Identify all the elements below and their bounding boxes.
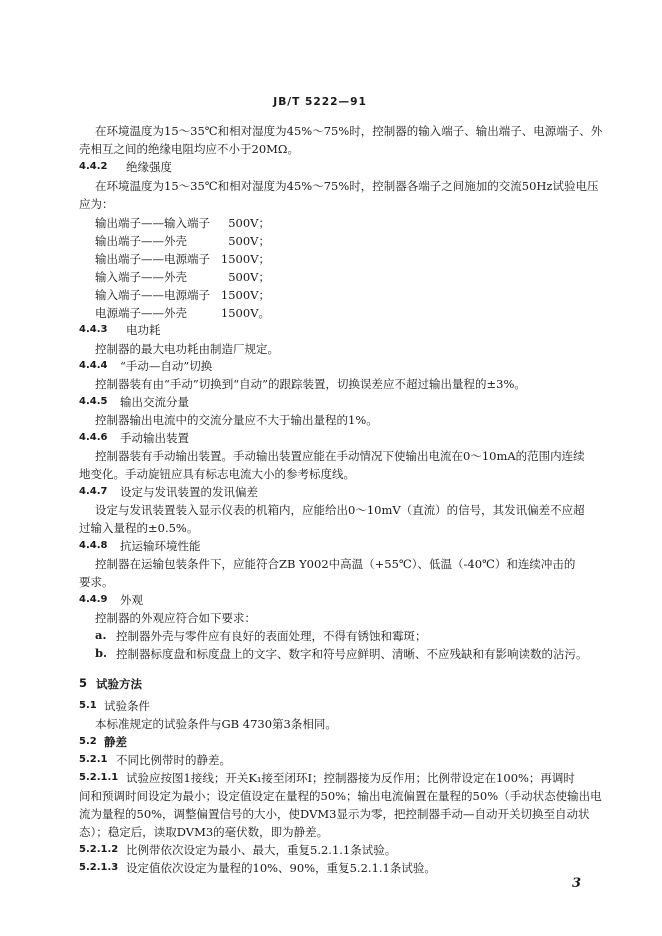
doc-header: JB/T 5222—91 (273, 95, 367, 108)
voltage-pair: 输出端子——输入端子 (95, 216, 210, 230)
voltage-pair: 输入端子——外壳 (95, 270, 187, 284)
p443: 控制器的最大电功耗由制造厂规定。 (95, 342, 279, 356)
p441-line2: 壳相互之间的绝缘电阻均应不小于20MΩ。 (79, 142, 299, 156)
s5211-line2: 间和预调时间设定为最小；设定值设定在量程的50%；输出电流偏置在量程的50%（手动状态使输出电 (79, 789, 602, 803)
voltage-value: 1500V。 (220, 306, 270, 320)
s448-title: 抗运输环境性能 (120, 539, 201, 553)
p446-line2: 地变化。手动旋钮应具有标志电流大小的参考标度线。 (79, 467, 355, 481)
s5213-number: 5.2.1.3 (79, 862, 119, 873)
s5212-text: 比例带依次设定为最小、最大，重复5.2.1.1条试验。 (126, 843, 397, 857)
voltage-pair: 输出端子——电源端子 (95, 252, 210, 266)
s5-title: 试验方法 (96, 677, 142, 691)
p447-line1: 设定与发讯装置装入显示仪表的机箱内，应能给出0～10mV（直流）的信号，其发讯偏差不应超 (95, 503, 585, 517)
s5213-text: 设定值依次设定为量程的10%、90%，重复5.2.1.1条试验。 (126, 861, 436, 875)
s51-number: 5.1 (79, 700, 97, 711)
list-marker: a. (95, 628, 107, 642)
s5211-line1: 试验应按图1接线；开关K₁接至闭环Ⅰ；控制器接为反作用；比例带设定在100%；再调时 (126, 771, 575, 785)
voltage-pair: 输入端子——电源端子 (95, 288, 210, 302)
p444: 控制器装有由“手动”切换到“自动”的跟踪装置，切换误差应不超过输出量程的±3%。 (95, 377, 526, 391)
s5211-number: 5.2.1.1 (79, 772, 119, 783)
p442-line2: 应为： (79, 197, 114, 211)
voltage-value: 500V； (228, 216, 270, 230)
voltage-value: 500V； (228, 234, 270, 248)
p448-line2: 要求。 (79, 575, 114, 589)
s52-title: 静差 (104, 735, 127, 749)
s444-title: “手动—自动”切换 (120, 359, 213, 373)
p51: 本标准规定的试验条件与GB 4730第3条相同。 (95, 717, 337, 731)
p441-line1: 在环境温度为15～35℃和相对湿度为45%～75%时，控制器的输入端子、输出端子、电源端子、外 (95, 124, 603, 138)
list-item: 控制器外壳与零件应有良好的表面处理，不得有锈蚀和霉斑； (116, 629, 427, 643)
s442-number: 4.4.2 (79, 161, 108, 172)
p442-line1: 在环境温度为15～35℃和相对湿度为45%～75%时，控制器各端子之间施加的交流50Hz试验电压 (95, 179, 599, 193)
s5212-number: 5.2.1.2 (79, 844, 119, 855)
list-marker: b. (95, 646, 108, 660)
s521-title: 不同比例带时的静差。 (116, 753, 231, 767)
page-number: 3 (572, 876, 582, 891)
s5211-line3: 流为量程的50%，调整偏置信号的大小，使DVM3显示为零，把控制器手动—自动开关切换至自动状 (79, 807, 590, 821)
s521-number: 5.2.1 (79, 754, 108, 765)
s445-number: 4.4.5 (79, 396, 108, 407)
s442-title: 绝缘强度 (126, 160, 172, 174)
list-item: 控制器标度盘和标度盘上的文字、数字和符号应鲜明、清晰、不应残缺和有影响读数的沾污。 (116, 647, 588, 661)
voltage-value: 1500V； (220, 288, 270, 302)
s443-number: 4.4.3 (79, 324, 108, 335)
p449: 控制器的外观应符合如下要求： (95, 611, 256, 625)
s51-title: 试验条件 (104, 699, 150, 713)
voltage-value: 1500V； (220, 252, 270, 266)
s447-number: 4.4.7 (79, 486, 108, 497)
s446-title: 手动输出装置 (120, 431, 189, 445)
s52-number: 5.2 (79, 736, 97, 747)
voltage-pair: 电源端子——外壳 (95, 306, 187, 320)
p446-line1: 控制器装有手动输出装置。手动输出装置应能在手动情况下使输出电流在0～10mA的范围内连续 (95, 449, 585, 463)
s446-number: 4.4.6 (79, 432, 108, 443)
s449-number: 4.4.9 (79, 594, 108, 605)
s445-title: 输出交流分量 (120, 395, 189, 409)
voltage-value: 500V； (228, 270, 270, 284)
s448-number: 4.4.8 (79, 540, 108, 551)
p445: 控制器输出电流中的交流分量应不大于输出量程的1%。 (95, 413, 378, 427)
p448-line1: 控制器在运输包装条件下，应能符合ZB Y002中高温（+55℃）、低温（-40℃）和连续冲击的 (95, 557, 576, 571)
p447-line2: 过输入量程的±0.5%。 (79, 521, 199, 535)
s5211-line4: 态）；稳定后，读取DVM3的毫伏数，即为静差。 (79, 825, 329, 839)
s443-title: 电功耗 (126, 323, 161, 337)
voltage-pair: 输出端子——外壳 (95, 234, 187, 248)
s444-number: 4.4.4 (79, 360, 108, 371)
s447-title: 设定与发讯装置的发讯偏差 (120, 485, 258, 499)
s5-number: 5 (79, 676, 88, 690)
s449-title: 外观 (120, 593, 143, 607)
